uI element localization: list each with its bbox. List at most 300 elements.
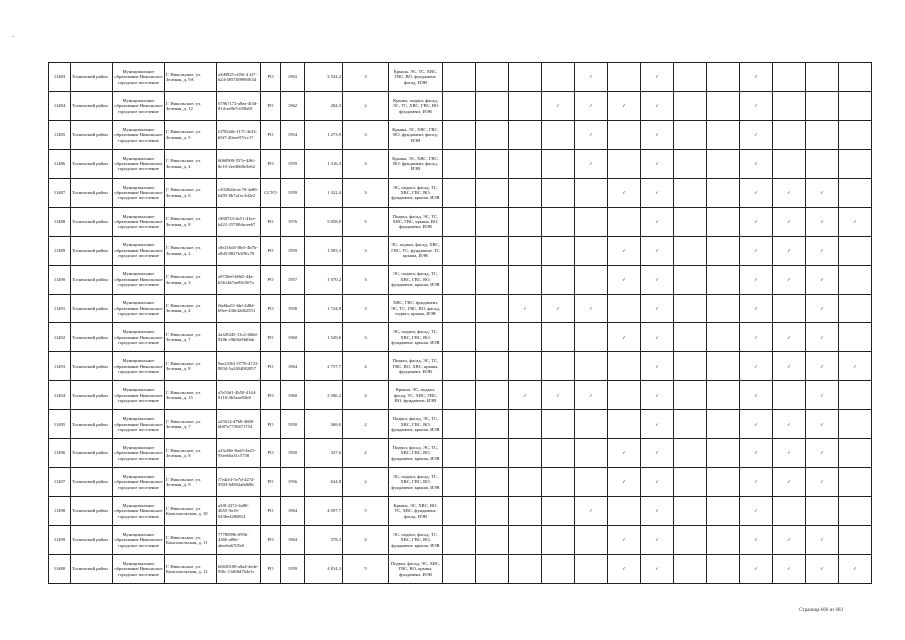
- works-list-cell: Крыша, ЭС, ХВС, ГВС, ВО, фундамент, фасад, ИЭВ: [389, 120, 443, 149]
- build-year-cell: 1960: [281, 381, 305, 410]
- works-list-cell: ЭС, подвал, фасад, ТС, ХВС, ГВС, ВО, фундамент, крыша, ИЭВ: [389, 178, 443, 207]
- work-column-5-cell: [575, 120, 608, 149]
- checkmark-icon: ✓: [523, 305, 527, 311]
- checkmark-icon: ✓: [787, 566, 791, 572]
- works-list-cell: Подвал, фасад, ЭС, ТС, ГВС, ВО, ХВС, крыша, фундамент, ИЭВ: [389, 352, 443, 381]
- owner-cell: Муниципальное образование Никольское городское поселение: [113, 120, 165, 149]
- floors-cell: 3: [343, 63, 389, 92]
- owner-cell: Муниципальное образование Никольское городское поселение: [113, 178, 165, 207]
- work-column-1-cell: [443, 120, 476, 149]
- work-column-2-cell: [476, 468, 509, 497]
- floors-cell: 2: [343, 410, 389, 439]
- owner-cell: Муниципальное образование Никольское городское поселение: [113, 410, 165, 439]
- work-column-5-cell: [575, 207, 608, 236]
- work-column-2-cell: [476, 526, 509, 555]
- management-type-cell: РО: [261, 381, 281, 410]
- row-number: 11480: [49, 554, 71, 583]
- checkmark-icon: ✓: [754, 566, 758, 572]
- fias-code-cell: 9ae23361-0778-4723-8834-5a2404082857: [217, 352, 261, 381]
- checkmark-icon: ✓: [754, 74, 758, 80]
- checkmark-icon: ✓: [787, 363, 791, 369]
- work-column-5-cell: [575, 439, 608, 468]
- area-cell: 578,3: [305, 526, 343, 555]
- work-column-13-cell: [839, 497, 872, 526]
- works-list-cell: Крыша, ЭС, ХВС, ГВС, ВО, фундамент, фасад, ИЭВ: [389, 149, 443, 178]
- work-column-3-cell: [509, 236, 542, 265]
- work-column-12-cell: [806, 323, 839, 352]
- fias-code-cell: 7778899b-6956-4360-a89e-abee6a6705e0: [217, 526, 261, 555]
- work-column-13-cell: [839, 323, 872, 352]
- management-type-cell: РО: [261, 207, 281, 236]
- row-number: 11498: [49, 497, 71, 526]
- floors-cell: 3: [343, 178, 389, 207]
- work-column-11-cell: [773, 497, 806, 526]
- district-cell: Тосненский район: [71, 526, 113, 555]
- work-column-1-cell: [443, 468, 476, 497]
- checkmark-icon: ✓: [655, 537, 659, 543]
- work-column-9-cell: [707, 468, 740, 497]
- work-column-7-cell: [641, 526, 674, 555]
- address-cell: Г. Никольское, ул. Зеленая, д. 8: [165, 352, 217, 381]
- works-list-cell: ЭС, подвал, фасад, ТС, ХВС, ГВС, ВО, фундамент, крыша, ИЭВ: [389, 526, 443, 555]
- work-column-7-cell: [641, 497, 674, 526]
- checkmark-icon: ✓: [556, 103, 560, 109]
- address-cell: Г. Никольское, ул. Зеленая, д. 4: [165, 149, 217, 178]
- work-column-5-cell: [575, 468, 608, 497]
- checkmark-icon: ✓: [655, 247, 659, 253]
- work-column-1-cell: [443, 554, 476, 583]
- work-column-7-cell: [641, 381, 674, 410]
- work-column-4-cell: [542, 294, 575, 323]
- fias-code-cell: c3029d4e-ac70-4a86-b495-8b7a1ec3d2e2: [217, 178, 261, 207]
- checkmark-icon: ✓: [853, 363, 857, 369]
- checkmark-icon: ✓: [853, 566, 857, 572]
- area-cell: 1 316,3: [305, 149, 343, 178]
- work-column-6-cell: [608, 149, 641, 178]
- checkmark-icon: ✓: [754, 247, 758, 253]
- work-column-7-cell: [641, 63, 674, 92]
- work-column-4-cell: [542, 554, 575, 583]
- work-column-10-cell: [740, 265, 773, 294]
- work-column-3-cell: [509, 120, 542, 149]
- work-column-2-cell: [476, 439, 509, 468]
- work-column-8-cell: [674, 323, 707, 352]
- work-column-13-cell: [839, 236, 872, 265]
- checkmark-icon: ✓: [655, 276, 659, 282]
- checkmark-icon: ✓: [556, 305, 560, 311]
- works-list-cell: ЭС, подвал, фасад, ТС, ХВС, ГВС, ВО, фундамент, крыша, ИЭВ: [389, 468, 443, 497]
- checkmark-icon: ✓: [853, 218, 857, 224]
- work-column-13-cell: [839, 526, 872, 555]
- work-column-6-cell: [608, 439, 641, 468]
- work-column-7-cell: [641, 178, 674, 207]
- work-column-8-cell: [674, 149, 707, 178]
- table-row: [49, 554, 872, 583]
- table-row: [49, 120, 872, 149]
- work-column-6-cell: [608, 63, 641, 92]
- checkmark-icon: ✓: [787, 190, 791, 196]
- work-column-4-cell: [542, 91, 575, 120]
- work-column-8-cell: [674, 63, 707, 92]
- work-column-8-cell: [674, 265, 707, 294]
- owner-cell: Муниципальное образование Никольское городское поселение: [113, 381, 165, 410]
- work-column-9-cell: [707, 323, 740, 352]
- owner-cell: Муниципальное образование Никольское городское поселение: [113, 294, 165, 323]
- area-cell: 3 586,2: [305, 381, 343, 410]
- checkmark-icon: ✓: [655, 421, 659, 427]
- address-cell: Г. Никольское, ул. Зеленая, д. 8: [165, 439, 217, 468]
- district-cell: Тосненский район: [71, 120, 113, 149]
- district-cell: Тосненский район: [71, 236, 113, 265]
- management-type-cell: РО: [261, 410, 281, 439]
- district-cell: Тосненский район: [71, 352, 113, 381]
- work-column-12-cell: [806, 149, 839, 178]
- checkmark-icon: ✓: [589, 132, 593, 138]
- work-column-7-cell: [641, 352, 674, 381]
- floors-cell: 4: [343, 352, 389, 381]
- work-column-6-cell: [608, 526, 641, 555]
- management-type-cell: РО: [261, 294, 281, 323]
- area-cell: 1 093,3: [305, 236, 343, 265]
- works-list-cell: Крыша, ЭС, ТС, ХВС, ГВС, ВО, фундамент, фасад, ИЭВ: [389, 63, 443, 92]
- checkmark-icon: ✓: [754, 479, 758, 485]
- works-list-cell: ЭС, подвал, фасад, ХВС, ГВС, ТС, фундамент, ТС крыша, ИЭВ: [389, 236, 443, 265]
- table-row: [49, 410, 872, 439]
- area-cell: 369,0: [305, 410, 343, 439]
- work-column-7-cell: [641, 120, 674, 149]
- checkmark-icon: ✓: [754, 537, 758, 543]
- work-column-6-cell: [608, 294, 641, 323]
- checkmark-icon: ✓: [622, 190, 626, 196]
- floors-cell: 2: [343, 526, 389, 555]
- build-year-cell: 1959: [281, 554, 305, 583]
- district-cell: Тосненский район: [71, 265, 113, 294]
- checkmark-icon: ✓: [655, 450, 659, 456]
- district-cell: Тосненский район: [71, 497, 113, 526]
- area-cell: 624,8: [305, 468, 343, 497]
- work-column-12-cell: [806, 236, 839, 265]
- work-column-1-cell: [443, 178, 476, 207]
- work-column-10-cell: [740, 178, 773, 207]
- work-column-1-cell: [443, 497, 476, 526]
- work-column-10-cell: [740, 497, 773, 526]
- fias-code-cell: 2af28445-13c2-466d-920b-c9b0fa9fd0ab: [217, 323, 261, 352]
- area-cell: 2 757,7: [305, 352, 343, 381]
- checkmark-icon: ✓: [523, 392, 527, 398]
- work-column-11-cell: [773, 352, 806, 381]
- work-column-13-cell: [839, 468, 872, 497]
- work-column-11-cell: [773, 236, 806, 265]
- work-column-7-cell: [641, 91, 674, 120]
- checkmark-icon: ✓: [589, 161, 593, 167]
- work-column-10-cell: [740, 63, 773, 92]
- build-year-cell: 1950: [281, 410, 305, 439]
- work-column-8-cell: [674, 497, 707, 526]
- work-column-2-cell: [476, 410, 509, 439]
- work-column-7-cell: [641, 468, 674, 497]
- build-year-cell: 1964: [281, 352, 305, 381]
- work-column-5-cell: [575, 554, 608, 583]
- fias-code-cell: f6e6ba51-bbf-4d8d-b9ee-43bf42d62553: [217, 294, 261, 323]
- row-number: 11494: [49, 381, 71, 410]
- checkmark-icon: ✓: [622, 450, 626, 456]
- checkmark-icon: ✓: [787, 537, 791, 543]
- checkmark-icon: ✓: [589, 392, 593, 398]
- checkmark-icon: ✓: [622, 566, 626, 572]
- work-column-6-cell: [608, 178, 641, 207]
- management-type-cell: РО: [261, 91, 281, 120]
- checkmark-icon: ✓: [655, 132, 659, 138]
- works-list-cell: ХВС, ГВС, фундамент, ЭС, ТС, ГВС, ВО, фасад, подвал, крыша, ИЭВ: [389, 294, 443, 323]
- work-column-4-cell: [542, 497, 575, 526]
- checkmark-icon: ✓: [622, 479, 626, 485]
- build-year-cell: 1959: [281, 149, 305, 178]
- work-column-6-cell: [608, 468, 641, 497]
- work-column-13-cell: [839, 120, 872, 149]
- work-column-1-cell: [443, 323, 476, 352]
- checkmark-icon: ✓: [556, 392, 560, 398]
- work-column-3-cell: [509, 178, 542, 207]
- row-number: 11483: [49, 63, 71, 92]
- checkmark-icon: ✓: [622, 247, 626, 253]
- area-cell: 1 322,4: [305, 178, 343, 207]
- checkmark-icon: ✓: [655, 363, 659, 369]
- table-row: [49, 352, 872, 381]
- work-column-13-cell: [839, 294, 872, 323]
- build-year-cell: 1976: [281, 207, 305, 236]
- build-year-cell: 1956: [281, 468, 305, 497]
- works-list-cell: Крыша, подвал, фасад, ЭС, ТС, ХВС, ГВС, ВО фундамент, ИЭВ: [389, 91, 443, 120]
- work-column-11-cell: [773, 207, 806, 236]
- work-column-11-cell: [773, 178, 806, 207]
- work-column-2-cell: [476, 149, 509, 178]
- work-column-8-cell: [674, 207, 707, 236]
- checkmark-icon: ✓: [754, 132, 758, 138]
- work-column-5-cell: [575, 294, 608, 323]
- checkmark-icon: ✓: [655, 161, 659, 167]
- area-cell: 1 549,6: [305, 323, 343, 352]
- work-column-5-cell: [575, 149, 608, 178]
- work-column-4-cell: [542, 236, 575, 265]
- work-column-12-cell: [806, 294, 839, 323]
- work-column-8-cell: [674, 410, 707, 439]
- floors-cell: 2: [343, 439, 389, 468]
- work-column-1-cell: [443, 236, 476, 265]
- works-list-cell: Подвал, фасад, ЭС, ТС, ХВС, ГВС, ВО, фундамент, крыша, ИЭВ: [389, 410, 443, 439]
- owner-cell: Муниципальное образование Никольское городское поселение: [113, 265, 165, 294]
- area-cell: 4 814,3: [305, 554, 343, 583]
- work-column-4-cell: [542, 439, 575, 468]
- works-list-cell: Подвал, фасад, ЭС, ТС, ХВС, ГВС, ВО, фундамент, крыша, ИЭВ: [389, 439, 443, 468]
- table-row: [49, 497, 872, 526]
- work-column-7-cell: [641, 149, 674, 178]
- work-column-3-cell: [509, 149, 542, 178]
- row-number: 11486: [49, 149, 71, 178]
- work-column-9-cell: [707, 149, 740, 178]
- work-column-6-cell: [608, 207, 641, 236]
- address-cell: Г. Никольское, ул. Комсомольская, д. 11: [165, 526, 217, 555]
- work-column-3-cell: [509, 323, 542, 352]
- work-column-9-cell: [707, 236, 740, 265]
- work-column-12-cell: [806, 352, 839, 381]
- work-column-7-cell: [641, 323, 674, 352]
- district-cell: Тосненский район: [71, 63, 113, 92]
- work-column-12-cell: [806, 63, 839, 92]
- address-cell: Г. Никольское, ул. Зеленая, д. 9: [165, 468, 217, 497]
- work-column-11-cell: [773, 381, 806, 410]
- checkmark-icon: ✓: [820, 363, 824, 369]
- work-column-7-cell: [641, 265, 674, 294]
- floors-cell: 3: [343, 149, 389, 178]
- owner-cell: Муниципальное образование Никольское городское поселение: [113, 439, 165, 468]
- build-year-cell: 1962: [281, 91, 305, 120]
- work-column-5-cell: [575, 91, 608, 120]
- district-cell: Тосненский район: [71, 149, 113, 178]
- work-column-3-cell: [509, 207, 542, 236]
- checkmark-icon: ✓: [754, 363, 758, 369]
- work-column-12-cell: [806, 91, 839, 120]
- management-type-cell: РО: [261, 439, 281, 468]
- owner-cell: Муниципальное образование Никольское городское поселение: [113, 63, 165, 92]
- work-column-1-cell: [443, 526, 476, 555]
- build-year-cell: 1958: [281, 294, 305, 323]
- table-row: [49, 207, 872, 236]
- work-column-4-cell: [542, 149, 575, 178]
- work-column-7-cell: [641, 207, 674, 236]
- management-type-cell: РО: [261, 120, 281, 149]
- area-cell: 1 724,8: [305, 294, 343, 323]
- work-column-1-cell: [443, 294, 476, 323]
- management-type-cell: РО: [261, 526, 281, 555]
- work-column-9-cell: [707, 265, 740, 294]
- floors-cell: 3: [343, 323, 389, 352]
- work-column-3-cell: [509, 352, 542, 381]
- checkmark-icon: ✓: [622, 276, 626, 282]
- work-column-6-cell: [608, 236, 641, 265]
- work-column-10-cell: [740, 468, 773, 497]
- owner-cell: Муниципальное образование Никольское городское поселение: [113, 554, 165, 583]
- checkmark-icon: ✓: [655, 392, 659, 398]
- work-column-12-cell: [806, 497, 839, 526]
- work-column-4-cell: [542, 63, 575, 92]
- district-cell: Тосненский район: [71, 410, 113, 439]
- work-column-6-cell: [608, 120, 641, 149]
- area-cell: 327,6: [305, 439, 343, 468]
- table-row: [49, 468, 872, 497]
- work-column-11-cell: [773, 265, 806, 294]
- district-cell: Тосненский район: [71, 439, 113, 468]
- work-column-10-cell: [740, 120, 773, 149]
- table-row: [49, 294, 872, 323]
- work-column-12-cell: [806, 178, 839, 207]
- work-column-8-cell: [674, 468, 707, 497]
- work-column-6-cell: [608, 554, 641, 583]
- work-column-7-cell: [641, 554, 674, 583]
- table-row: [49, 265, 872, 294]
- work-column-10-cell: [740, 91, 773, 120]
- work-column-13-cell: [839, 410, 872, 439]
- checkmark-icon: ✓: [820, 276, 824, 282]
- checkmark-icon: ✓: [754, 276, 758, 282]
- work-column-4-cell: [542, 178, 575, 207]
- work-column-9-cell: [707, 120, 740, 149]
- margin-tick: -: [12, 34, 14, 40]
- work-column-1-cell: [443, 63, 476, 92]
- district-cell: Тосненский район: [71, 91, 113, 120]
- fias-code-cell: f3782a0e-f171-4e33-b9f7-20aee97fcc17: [217, 120, 261, 149]
- work-column-13-cell: [839, 352, 872, 381]
- work-column-9-cell: [707, 63, 740, 92]
- table-row: [49, 149, 872, 178]
- work-column-2-cell: [476, 63, 509, 92]
- row-number: 11495: [49, 410, 71, 439]
- work-column-13-cell: [839, 265, 872, 294]
- work-column-11-cell: [773, 468, 806, 497]
- work-column-2-cell: [476, 265, 509, 294]
- work-column-6-cell: [608, 91, 641, 120]
- fias-code-cell: a9726e0-b8b5-44a-b5b14b7ae80c507a: [217, 265, 261, 294]
- work-column-9-cell: [707, 91, 740, 120]
- work-column-6-cell: [608, 323, 641, 352]
- work-column-10-cell: [740, 323, 773, 352]
- area-cell: 4 097,7: [305, 497, 343, 526]
- address-cell: Г. Никольское, ул. Комсомольская, д. 12: [165, 554, 217, 583]
- work-column-3-cell: [509, 497, 542, 526]
- work-column-1-cell: [443, 381, 476, 410]
- work-column-9-cell: [707, 410, 740, 439]
- work-column-6-cell: [608, 381, 641, 410]
- table-row: [49, 323, 872, 352]
- floors-cell: 3: [343, 265, 389, 294]
- table-row: [49, 439, 872, 468]
- work-column-2-cell: [476, 120, 509, 149]
- row-number: 11491: [49, 294, 71, 323]
- area-cell: 2 334,2: [305, 63, 343, 92]
- management-type-cell: РО: [261, 352, 281, 381]
- work-column-4-cell: [542, 352, 575, 381]
- address-cell: Г. Никольское, ул. Зеленая, д. 6: [165, 178, 217, 207]
- work-column-4-cell: [542, 120, 575, 149]
- work-column-10-cell: [740, 410, 773, 439]
- fias-code-cell: a3f0-2272-4a80-4655-9a16-0436e4280814: [217, 497, 261, 526]
- fias-code-cell: 6060900-557e-4f6f-8e10-2ee4660e3e62: [217, 149, 261, 178]
- management-type-cell: РО: [261, 149, 281, 178]
- work-column-13-cell: [839, 91, 872, 120]
- build-year-cell: 1957: [281, 265, 305, 294]
- work-column-8-cell: [674, 178, 707, 207]
- floors-cell: 5: [343, 207, 389, 236]
- work-column-10-cell: [740, 381, 773, 410]
- checkmark-icon: ✓: [787, 479, 791, 485]
- checkmark-icon: ✓: [655, 479, 659, 485]
- fias-code-cell: a3d9925-c056-4 4f7-b24-4857ff09860f34: [217, 63, 261, 92]
- build-year-cell: 1964: [281, 497, 305, 526]
- work-column-10-cell: [740, 352, 773, 381]
- work-column-9-cell: [707, 352, 740, 381]
- address-cell: Г. Никольское, ул. Зеленая, д. 3: [165, 265, 217, 294]
- checkmark-icon: ✓: [787, 421, 791, 427]
- work-column-1-cell: [443, 352, 476, 381]
- work-column-7-cell: [641, 294, 674, 323]
- work-column-11-cell: [773, 554, 806, 583]
- work-column-8-cell: [674, 526, 707, 555]
- address-cell: Г. Никольское, ул. Зеленая, д. 7: [165, 323, 217, 352]
- area-cell: 5 058,0: [305, 207, 343, 236]
- work-column-1-cell: [443, 265, 476, 294]
- checkmark-icon: ✓: [655, 334, 659, 340]
- work-column-10-cell: [740, 207, 773, 236]
- work-column-9-cell: [707, 207, 740, 236]
